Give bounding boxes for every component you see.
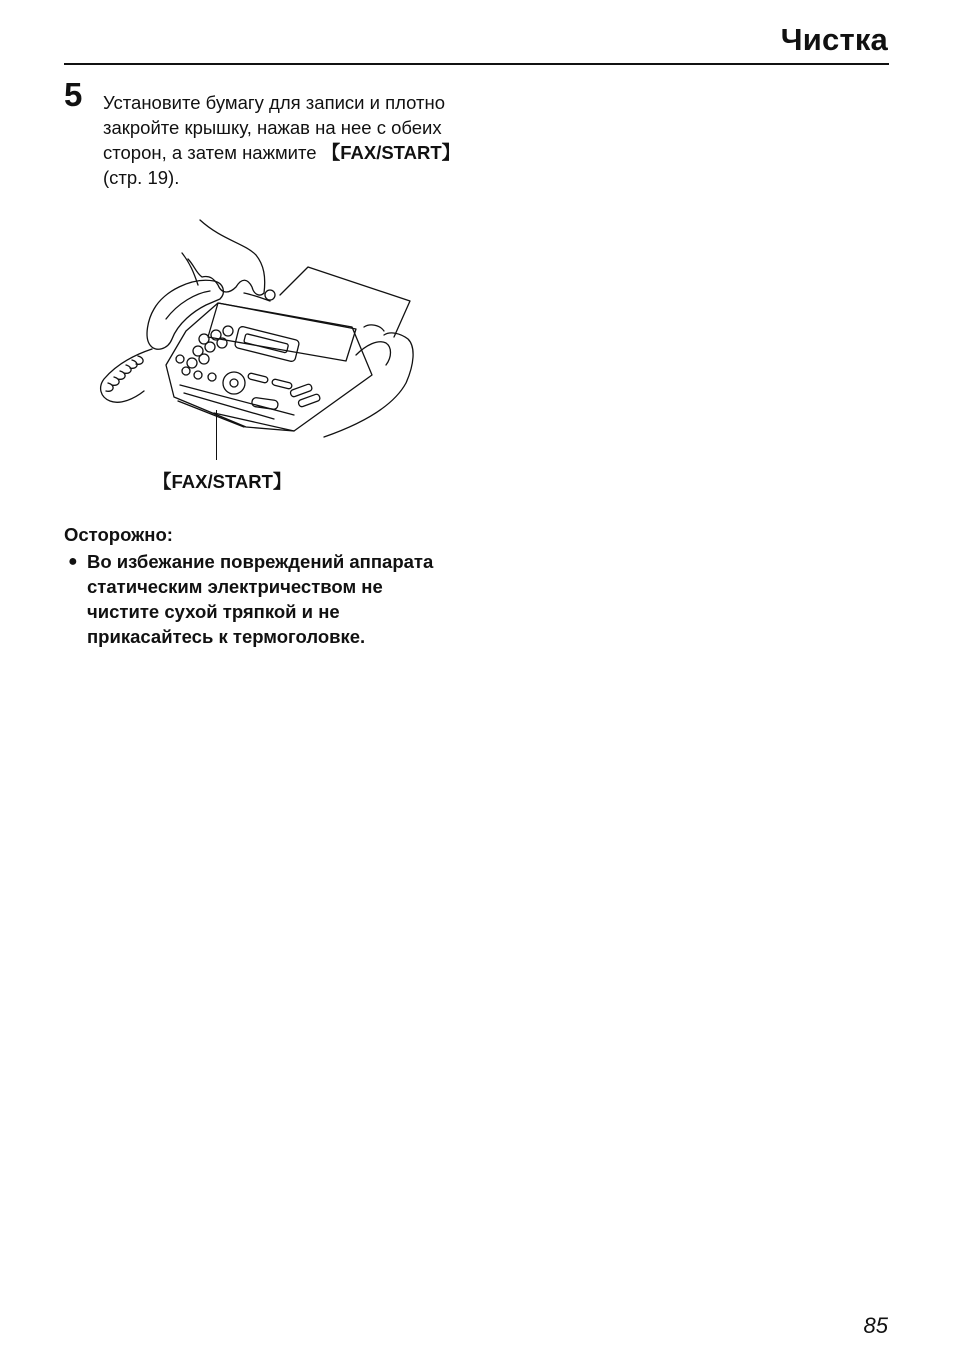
left-hand: [188, 220, 265, 295]
fax-start-callout-label: 【FAX/START】: [153, 471, 292, 492]
fax-navigator-dial: [223, 372, 245, 394]
bullet-icon: ●: [68, 553, 78, 570]
fax-machine-illustration: [94, 215, 424, 447]
step-number: 5: [64, 76, 83, 113]
header-divider: [64, 63, 889, 65]
right-hand: [324, 333, 413, 437]
fax-start-callout-line: [216, 410, 217, 460]
caution-text: Во избежание повреждений аппарата статическим электричеством не чистите сухой тряпкой и не прикасайтесь к термоголовке.: [87, 551, 434, 647]
fax-handset: [147, 280, 223, 349]
handset-cord: [101, 349, 152, 402]
fax-body: [166, 303, 372, 431]
fax-display: [234, 326, 299, 362]
page-number: 85: [863, 1313, 888, 1338]
caution-heading: Осторожно:: [64, 524, 173, 545]
fax-release-knob: [265, 290, 275, 300]
step-instruction: [103, 90, 473, 190]
step-text-before-key: Установите бумагу для записи и плотно закройте крышку, нажав на нее с обеих сторон, а затем нажмите: [103, 92, 446, 163]
step-key-label: 【FAX/START】: [321, 142, 461, 163]
fax-handset-groove: [166, 291, 210, 319]
right-hand-fingers: [356, 342, 391, 365]
fax-function-buttons: [248, 373, 321, 408]
page-title: Чистка: [780, 22, 888, 57]
step-text-after-key: (стр. 19).: [103, 167, 180, 188]
